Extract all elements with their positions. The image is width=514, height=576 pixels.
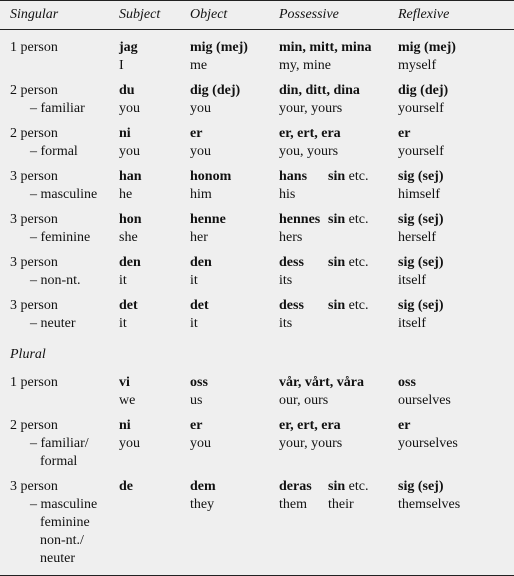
reflexive-english: ourselves	[398, 393, 451, 408]
possessive-english: its	[279, 273, 293, 288]
object-swedish: er	[190, 418, 203, 433]
object-english: you	[190, 436, 211, 451]
section-label-plural: Plural	[10, 347, 46, 362]
possessive-english: our, ours	[279, 393, 329, 408]
subject-swedish: hon	[119, 212, 142, 227]
reflexive-swedish: er	[398, 126, 411, 141]
object-swedish: dig (dej)	[190, 83, 241, 98]
reflexive-swedish: oss	[398, 375, 416, 390]
reflexive-english: itself	[398, 273, 426, 288]
possessive-sin: sin etc.	[328, 255, 369, 270]
reflexive-swedish: sig (sej)	[398, 169, 444, 184]
person-sublabel: – feminine	[30, 230, 91, 245]
object-english: her	[190, 230, 208, 245]
possessive-english-2: their	[328, 497, 354, 512]
person-label: 2 person	[10, 418, 58, 433]
possessive-sin: sin etc.	[328, 212, 369, 227]
person-sublabel: – masculine	[30, 187, 98, 202]
reflexive-english: themselves	[398, 497, 461, 512]
subject-english: we	[119, 393, 136, 408]
object-swedish: honom	[190, 169, 232, 184]
object-english: me	[190, 58, 208, 73]
person-sublabel: formal	[40, 454, 78, 469]
possessive-english: his	[279, 187, 296, 202]
subject-swedish: du	[119, 83, 135, 98]
object-swedish: oss	[190, 375, 208, 390]
reflexive-english: herself	[398, 230, 437, 245]
subject-swedish: den	[119, 255, 141, 270]
reflexive-english: yourself	[398, 101, 444, 116]
object-swedish: er	[190, 126, 203, 141]
reflexive-swedish: sig (sej)	[398, 479, 444, 494]
reflexive-swedish: sig (sej)	[398, 298, 444, 313]
person-sublabel: – neuter	[30, 316, 76, 331]
reflexive-english: myself	[398, 58, 437, 73]
person-sublabel: – familiar	[30, 101, 85, 116]
person-sublabel: – formal	[30, 144, 78, 159]
person-label: 2 person	[10, 126, 58, 141]
person-sublabel: non-nt./	[40, 533, 84, 548]
reflexive-swedish: sig (sej)	[398, 212, 444, 227]
header-subject: Subject	[119, 7, 161, 22]
possessive-swedish: er, ert, era	[279, 126, 341, 141]
subject-english: I	[119, 58, 124, 73]
possessive-english: your, yours	[279, 101, 343, 116]
reflexive-english: yourself	[398, 144, 444, 159]
object-english: it	[190, 273, 198, 288]
subject-swedish: ni	[119, 418, 131, 433]
object-english: they	[190, 497, 215, 512]
reflexive-swedish: dig (dej)	[398, 83, 449, 98]
person-label: 1 person	[10, 375, 58, 390]
object-swedish: dem	[190, 479, 216, 494]
possessive-swedish: dess	[279, 255, 304, 270]
possessive-sin: sin etc.	[328, 298, 369, 313]
header-object: Object	[190, 7, 228, 22]
person-label: 2 person	[10, 83, 58, 98]
person-sublabel: – non-nt.	[30, 273, 81, 288]
header-singular: Singular	[10, 7, 59, 22]
person-sublabel: – familiar/	[30, 436, 89, 451]
reflexive-english: himself	[398, 187, 440, 202]
subject-swedish: jag	[119, 40, 138, 55]
possessive-swedish: er, ert, era	[279, 418, 341, 433]
possessive-swedish: din, ditt, dina	[279, 83, 360, 98]
subject-swedish: det	[119, 298, 138, 313]
object-swedish: det	[190, 298, 209, 313]
subject-english: you	[119, 101, 140, 116]
subject-swedish: vi	[119, 375, 130, 390]
header-possessive: Possessive	[279, 7, 339, 22]
person-sublabel: – masculine	[30, 497, 98, 512]
subject-swedish: de	[119, 479, 133, 494]
person-label: 3 person	[10, 298, 58, 313]
object-english: it	[190, 316, 198, 331]
possessive-english: hers	[279, 230, 303, 245]
object-english: him	[190, 187, 212, 202]
reflexive-swedish: er	[398, 418, 411, 433]
person-label: 1 person	[10, 40, 58, 55]
object-english: us	[190, 393, 203, 408]
object-swedish: mig (mej)	[190, 40, 248, 55]
possessive-swedish: deras	[279, 479, 312, 494]
person-label: 3 person	[10, 255, 58, 270]
subject-english: she	[119, 230, 138, 245]
possessive-swedish: hans	[279, 169, 308, 184]
subject-swedish: ni	[119, 126, 131, 141]
possessive-english: you, yours	[279, 144, 339, 159]
subject-english: you	[119, 436, 140, 451]
possessive-swedish: min, mitt, mina	[279, 40, 372, 55]
header-reflexive: Reflexive	[398, 7, 450, 22]
reflexive-swedish: sig (sej)	[398, 255, 444, 270]
object-swedish: henne	[190, 212, 226, 227]
possessive-english: your, yours	[279, 436, 343, 451]
object-swedish: den	[190, 255, 212, 270]
object-english: you	[190, 144, 211, 159]
reflexive-english: yourselves	[398, 436, 458, 451]
possessive-swedish: dess	[279, 298, 304, 313]
subject-english: he	[119, 187, 133, 202]
possessive-english: its	[279, 316, 293, 331]
person-label: 3 person	[10, 479, 58, 494]
person-label: 3 person	[10, 212, 58, 227]
possessive-english: my, mine	[279, 58, 331, 73]
possessive-swedish: vår, vårt, våra	[279, 375, 365, 390]
possessive-sin: sin etc.	[328, 169, 369, 184]
possessive-swedish: hennes	[279, 212, 321, 227]
possessive-english: them	[279, 497, 307, 512]
subject-swedish: han	[119, 169, 142, 184]
person-sublabel: feminine	[40, 515, 90, 530]
person-label: 3 person	[10, 169, 58, 184]
subject-english: it	[119, 316, 127, 331]
reflexive-swedish: mig (mej)	[398, 40, 456, 55]
person-sublabel: neuter	[40, 551, 75, 566]
table-header	[0, 1, 514, 30]
object-english: you	[190, 101, 211, 116]
possessive-sin: sin etc.	[328, 479, 369, 494]
subject-english: it	[119, 273, 127, 288]
subject-english: you	[119, 144, 140, 159]
reflexive-english: itself	[398, 316, 426, 331]
